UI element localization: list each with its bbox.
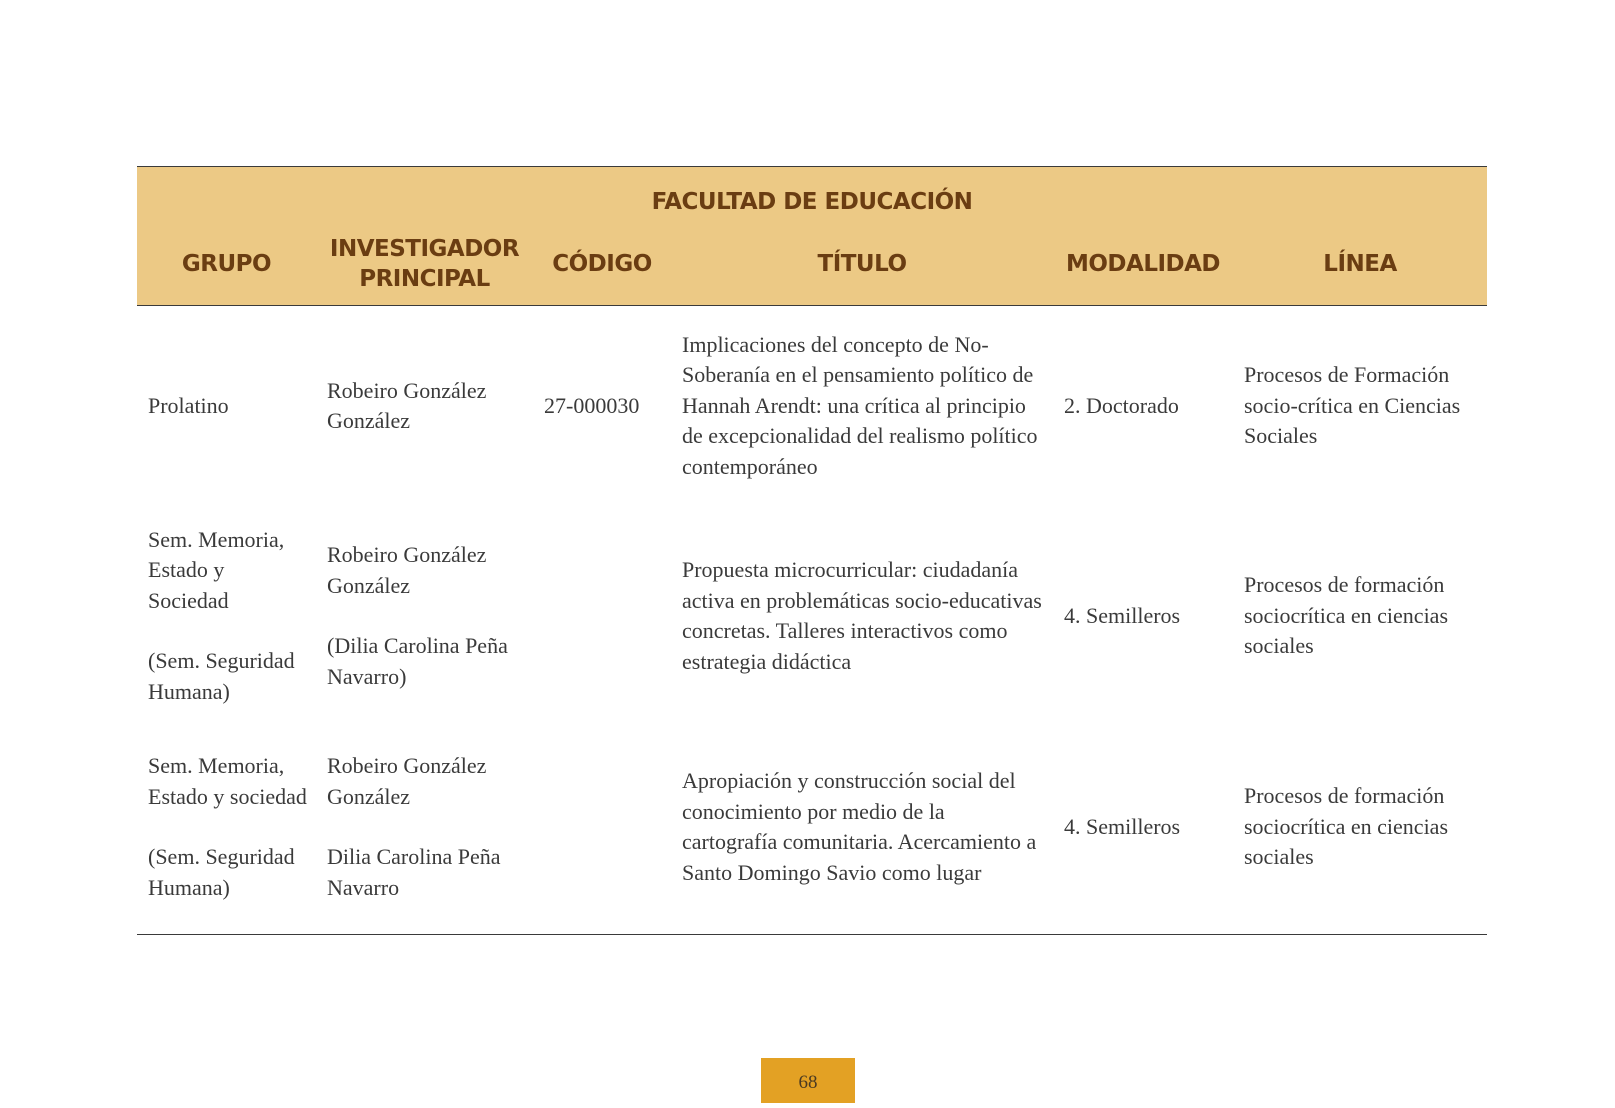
cell-titulo: Apropiación y construcción social del conocimiento por medio de la cartografía comunitaria. Acercamiento a Santo Domingo Savio como lugar — [671, 720, 1053, 935]
cell-linea: Procesos de formación sociocrítica en ciencias sociales — [1244, 572, 1449, 659]
cell-investigador: Robeiro González González — [327, 377, 487, 433]
cell-grupo — [137, 506, 316, 720]
table-body — [137, 306, 1487, 935]
table-row — [137, 306, 1487, 507]
grupo-primary: Sem. Memoria, Estado y Sociedad — [148, 526, 285, 613]
cell-grupo: Prolatino — [148, 392, 229, 418]
cell-titulo: Implicaciones del concepto de No-Soberanía en el pensamiento político de Hannah Arendt: una crítica al principio de excepcionalidad del realismo político contemporáneo — [682, 331, 1038, 479]
cell-investigador — [316, 720, 533, 935]
table-row — [137, 506, 1487, 720]
column-header-grupo: GRUPO — [137, 229, 316, 306]
investigador-secondary: Dilia Carolina Peña Navarro — [327, 844, 501, 900]
cell-titulo: Propuesta microcurricular: ciudadanía activa en problemáticas socio-educativas concretas. Talleres interactivos como estrategia didáctica — [682, 557, 1042, 674]
page-number: 68 — [761, 1058, 855, 1103]
column-header-titulo: TÍTULO — [671, 229, 1053, 306]
column-header-linea: LÍNEA — [1233, 229, 1487, 306]
grupo-primary: Sem. Memoria, Estado y sociedad — [148, 753, 307, 809]
cell-codigo — [533, 720, 671, 935]
cell-modalidad: 4. Semilleros — [1053, 720, 1233, 935]
cell-investigador — [316, 506, 533, 720]
investigador-secondary: (Dilia Carolina Peña Navarro) — [327, 633, 508, 689]
table-title-row — [137, 167, 1487, 230]
grupo-secondary: (Sem. Seguridad Humana) — [148, 648, 295, 704]
grupo-secondary: (Sem. Seguridad Humana) — [148, 844, 295, 900]
table-title: FACULTAD DE EDUCACIÓN — [137, 167, 1487, 230]
column-header-codigo: CÓDIGO — [533, 229, 671, 306]
cell-modalidad: 4. Semilleros — [1064, 602, 1181, 628]
cell-modalidad: 2. Doctorado — [1064, 392, 1179, 418]
investigador-primary: Robeiro González González — [327, 753, 487, 809]
cell-linea: Procesos de Formación socio-crítica en Ciencias Sociales — [1244, 362, 1461, 449]
cell-codigo: 27-000030 — [544, 392, 640, 418]
table-header — [137, 167, 1487, 306]
column-headers-row — [137, 229, 1487, 306]
column-header-investigador: INVESTIGADOR PRINCIPAL — [316, 229, 533, 306]
research-projects-table — [137, 166, 1487, 935]
cell-grupo — [137, 720, 316, 935]
cell-codigo — [533, 506, 671, 720]
column-header-modalidad: MODALIDAD — [1053, 229, 1233, 306]
research-table-container — [137, 166, 1487, 935]
investigador-primary: Robeiro González González — [327, 542, 487, 598]
cell-linea: Procesos de formación sociocrítica en ciencias sociales — [1233, 720, 1487, 935]
table-row — [137, 720, 1487, 935]
